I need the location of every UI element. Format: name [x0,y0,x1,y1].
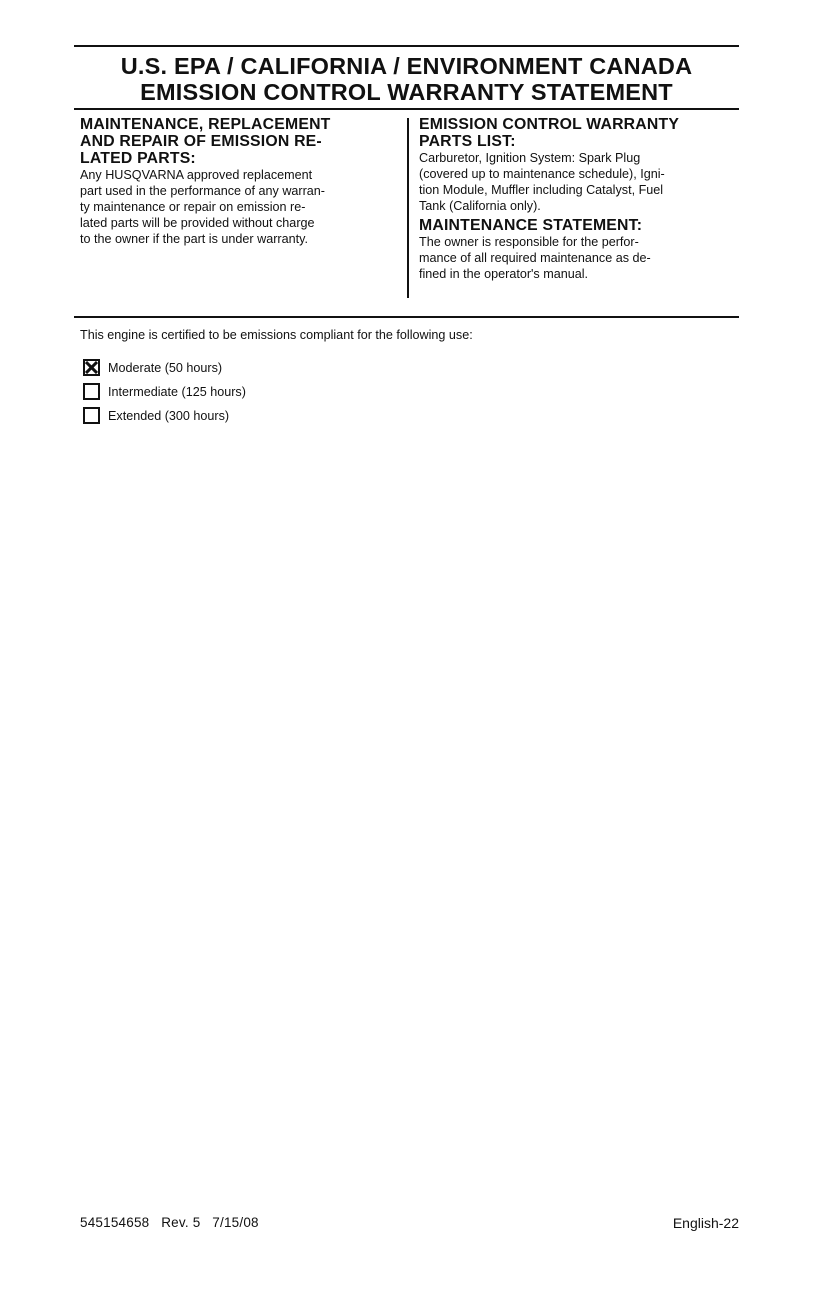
title-line-2: EMISSION CONTROL WARRANTY STATEMENT [140,79,673,105]
replacement-parts-heading [80,116,400,167]
heading-line: MAINTENANCE, REPLACEMENT [80,116,331,133]
section-rule [74,316,739,318]
maintenance-statement-heading [419,217,739,234]
body-line: mance of all required maintenance as de- [419,251,651,265]
body-line: Tank (California only). [419,199,541,213]
option-label: Extended (300 hours) [108,408,230,423]
empty-box-icon [83,383,100,400]
parts-list-body [419,150,739,214]
heading-line: LATED PARTS: [80,150,196,167]
title-line-1: U.S. EPA / CALIFORNIA / ENVIRONMENT CANADA [120,53,693,79]
maintenance-statement-body [419,234,739,282]
body-line: to the owner if the part is under warranty. [80,232,308,246]
option-moderate [83,359,222,376]
body-line: lated parts will be provided without charge [80,216,315,230]
parts-list-heading [419,116,739,150]
heading-line: EMISSION CONTROL WARRANTY [419,116,680,133]
empty-box-icon [83,407,100,424]
title-rule [74,108,739,110]
option-label: Intermediate (125 hours) [108,384,246,399]
option-extended [83,407,229,424]
body-line: tion Module, Muffler including Catalyst, Fuel [419,183,664,197]
document-id: 545154658 Rev. 5 7/15/08 [80,1215,259,1230]
body-line: fined in the operator's manual. [419,267,589,281]
warranty-parts-section [419,116,739,282]
checked-box-icon [83,359,100,376]
replacement-parts-body [80,167,400,247]
heading-line: MAINTENANCE STATEMENT: [419,217,643,234]
heading-line: AND REPAIR OF EMISSION RE- [80,133,322,150]
body-line: Any HUSQVARNA approved replacement [80,168,313,182]
replacement-parts-section [80,116,400,247]
body-line: part used in the performance of any warran- [80,184,326,198]
option-intermediate [83,383,246,400]
column-divider [407,118,409,298]
top-rule [74,45,739,47]
body-line: The owner is responsible for the perfor- [419,235,639,249]
option-label: Moderate (50 hours) [108,360,223,375]
body-line: Carburetor, Ignition System: Spark Plug [419,151,641,165]
page-number: English-22 [672,1215,739,1231]
page-title [74,53,739,105]
body-line: (covered up to maintenance schedule), Igni- [419,167,665,181]
body-line: ty maintenance or repair on emission re- [80,200,306,214]
heading-line: PARTS LIST: [419,133,516,150]
certification-statement: This engine is certified to be emissions compliant for the following use: [80,328,473,342]
